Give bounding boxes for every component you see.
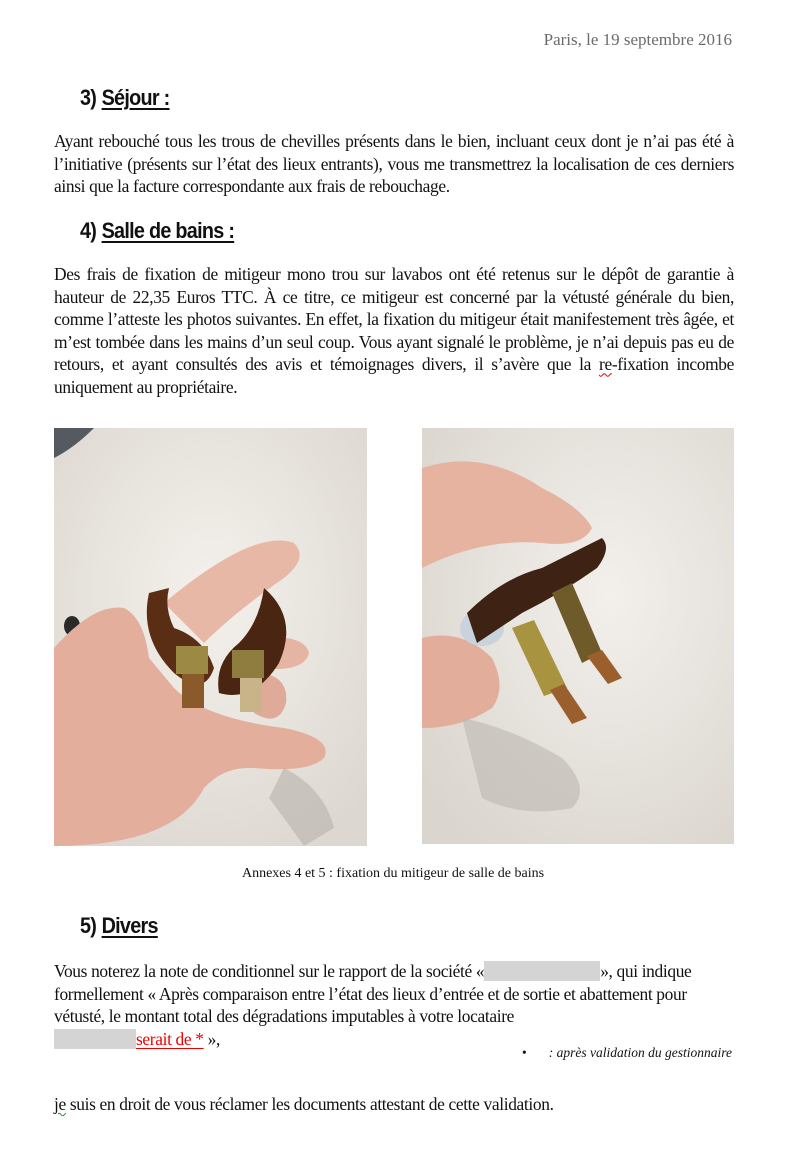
section-body-divers: [54, 960, 734, 1050]
section-body-salle-de-bains: [54, 263, 734, 399]
section-title: Séjour :: [101, 85, 170, 110]
body-text: », qui indique formellement « Après comparaison entre l’état des lieux d’entrée et de sortie et abattement pour vétusté, le montant total des dégradations imputables à votre locataire: [54, 961, 692, 1027]
body-text: -fixation incombe uniquement au propriétaire.: [54, 354, 734, 397]
section-number: 5): [80, 913, 97, 938]
section-body-sejour: Ayant rebouché tous les trous de chevilles présents dans le bien, incluant ceux dont je n’ai pas été à l’initiative (présents sur l’état des lieux entrants), vous me transmettrez la localisation de ces derniers ainsi que la facture correspondante aux frais de rebouchage.: [54, 131, 734, 197]
section-heading-salle-de-bains: [80, 218, 234, 244]
section-title: Divers: [101, 913, 158, 938]
figure-caption: Annexes 4 et 5 : fixation du mitigeur de salle de bains: [241, 866, 545, 881]
body-text: Vous noterez la note de conditionnel sur le rapport de la société «: [54, 961, 485, 981]
bullet-icon: •: [522, 1045, 527, 1060]
redacted-company-name: [484, 961, 600, 981]
section-title: Salle de bains :: [101, 218, 235, 243]
annex-5-photo: [422, 428, 734, 844]
section-heading-divers: [80, 913, 158, 939]
grammar-flagged-word[interactable]: je: [54, 1094, 66, 1114]
body-text: »,: [203, 1028, 220, 1049]
spelling-flagged-word[interactable]: re: [599, 354, 612, 375]
footnote: [522, 1045, 732, 1061]
section-number: 4): [80, 218, 97, 243]
annex-4-photo: [54, 428, 367, 846]
section-number: 3): [80, 85, 97, 110]
letter-date: Paris, le 19 septembre 2016: [543, 30, 732, 49]
closing-paragraph: [54, 1093, 734, 1116]
redacted-tenant-name: [54, 1029, 136, 1049]
section-heading-sejour: [80, 85, 170, 111]
highlighted-conditional-text: serait de *: [136, 1028, 204, 1049]
rusty-fixation-photo-icon: [54, 428, 367, 846]
body-text: Des frais de fixation de mitigeur mono trou sur lavabos ont été retenus sur le dépôt de garantie à hauteur de 22,35 Euros TTC. À ce titre, ce mitigeur est concerné par la vétusté générale du bien, comme l’atteste les photos suivantes. En effet, la fixation du mitigeur était manifestement très âgée, et m’est tombée dans les mains d’un seul coup. Vous ayant signalé le problème, je n’ai depuis pas eu de retours, et ayant consultés des avis et témoignages divers, il s’avère que la: [54, 264, 734, 375]
footnote-text: : après validation du gestionnaire: [548, 1045, 732, 1060]
rusty-fixation-side-photo-icon: [422, 428, 734, 844]
body-text: suis en droit de vous réclamer les documents attestant de cette validation.: [65, 1094, 554, 1114]
